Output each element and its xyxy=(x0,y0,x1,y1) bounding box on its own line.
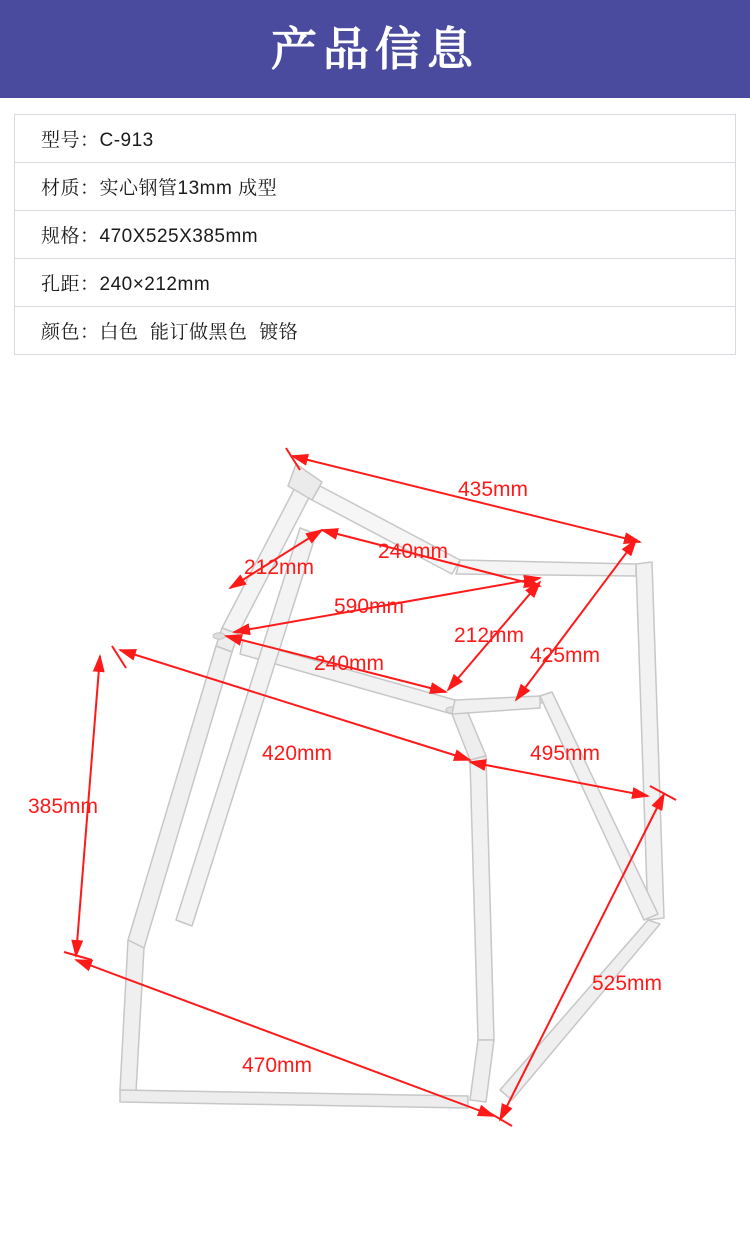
spec-material: 材质：实心钢管13mm 成型 xyxy=(41,178,278,199)
dim-diagonal: 590mm xyxy=(334,595,405,618)
dim-top-width: 435mm xyxy=(458,478,529,501)
dim-inner-width: 420mm xyxy=(262,742,333,765)
table-row xyxy=(15,259,735,307)
dim-height: 385mm xyxy=(28,795,99,818)
table-row xyxy=(15,163,735,211)
dim-right-side: 495mm xyxy=(530,742,601,765)
spec-hole-spacing: 孔距：240×212mm xyxy=(41,274,211,295)
product-dimension-diagram xyxy=(0,400,750,1240)
table-row xyxy=(15,307,735,355)
dim-depth: 525mm xyxy=(592,972,663,995)
dim-hole-spacing-left: 212mm xyxy=(244,556,315,579)
table-row xyxy=(15,211,735,259)
spec-size: 规格：470X525X385mm xyxy=(41,226,259,247)
spec-color: 颜色：白色 能订做黑色 镀铬 xyxy=(41,322,299,343)
table-row xyxy=(15,115,735,163)
dim-hole-spacing-bottom: 240mm xyxy=(314,652,385,675)
spec-table xyxy=(14,114,736,355)
dim-hole-spacing-top: 240mm xyxy=(378,540,449,563)
page-title: 产品信息 xyxy=(271,23,479,75)
dim-base-width: 470mm xyxy=(242,1054,313,1077)
dim-right-depth-upper: 425mm xyxy=(530,644,601,667)
spec-model: 型号：C-913 xyxy=(41,130,154,151)
dim-hole-spacing-right: 212mm xyxy=(454,624,525,647)
page-header xyxy=(0,0,750,98)
